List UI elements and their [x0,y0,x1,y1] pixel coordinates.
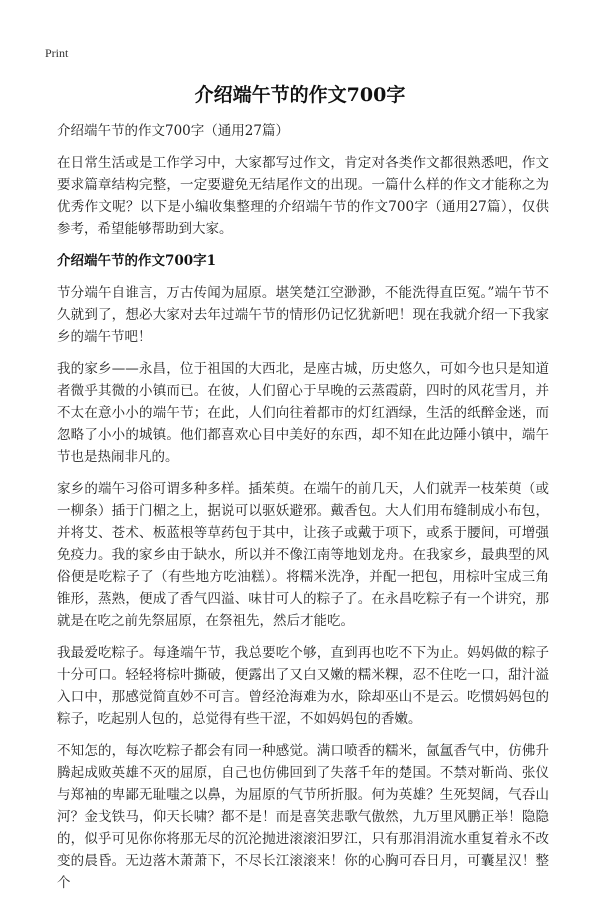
paragraph: 我最爱吃粽子。每逢端午节，我总要吃个够，直到再也吃不下为止。妈妈做的粽子十分可口。轻轻将棕叶撕破，便露出了又白又嫩的糯米粿，忍不住吃一口，甜汁溢入口中，那感觉简直妙不可言。曾经沧海难为水，除却巫山不是云。吃惯妈妈包的粽子，吃起别人包的，总觉得有些干涩，不如妈妈包的香嫩。 [57,645,549,727]
print-link[interactable]: Print [45,46,69,60]
section-heading: 介绍端午节的作文700字1 [57,253,217,269]
page-title: 介绍端午节的作文700字 [194,84,406,106]
paragraph: 节分端午自谁言，万古传闻为屈原。堪笑楚江空渺渺，不能洗得直臣冤。”端午节不久就到了，想必大家对去年过端午节的情形仍记忆犹新吧！现在我就介绍一下我家乡的端午节吧！ [57,285,549,345]
article-subtitle: 介绍端午节的作文700字（通用27篇） [57,123,289,139]
intro-paragraph: 在日常生活或是工作学习中，大家都写过作文，肯定对各类作文都很熟悉吧，作文要求篇章结构完整，一定要避免无结尾作文的出现。一篇什么样的作文才能称之为优秀作文呢？以下是小编收集整理的介绍端午节的作文700字（通用27篇），仅供参考，希望能够帮助到大家。 [57,155,549,237]
paragraph: 我的家乡——永昌，位于祖国的大西北，是座古城，历史悠久，可如今也只是知道者微乎其微的小镇而已。在彼，人们留心于早晚的云蒸霞蔚，四时的风花雪月，并不太在意小小的端午节；在此，人们向往着都市的灯红酒绿，生活的纸醉金迷，而忽略了小小的城镇。他们都喜欢心目中美好的东西，却不知在此边陲小镇中，端午节也是热闹非凡的。 [57,361,549,465]
article-body [57,120,549,904]
paragraph: 家乡的端午习俗可谓多种多样。插茱萸。在端午的前几天，人们就弄一枝茱萸（或一柳条）插于门楣之上，据说可以驱妖避邪。戴香包。大人们用布缝制成小布包，并将艾、苍术、板蓝根等草药包于其中，让孩子或戴于项下，或系于腰间，可增强免疫力。我的家乡由于缺水，所以并不像江南等地划龙舟。在我家乡，最典型的风俗便是吃粽子了（有些地方吃油糕）。将糯米洗净，并配一把包，用棕叶宝成三角锥形，蒸熟，便成了香气四溢、味甘可人的粽子了。在永昌吃粽子有一个讲究，那就是在吃之前先祭屈原，在祭祖先，然后才能吃。 [57,481,549,629]
paragraph: 不知怎的，每次吃粽子都会有同一种感觉。满口喷香的糯米，氤氲香气中，仿佛升腾起成败英雄不灭的屈原，自己也仿佛回到了失落千年的楚国。不禁对靳尚、张仪与郑袖的卑鄙无耻嗤之以鼻，为屈原的气节所折服。何为英雄？生死契阔，气吞山河？金戈铁马，仰天长啸？都不是！而是喜笑悲歌气傲然，九万里风鹏正举！隐隐的，似乎可见你你将那无尽的沉沦抛进滚滚汨罗江，只有那涓涓流水重复着永不改变的晨昏。无边落木萧萧下，不尽长江滚滚来！你的心胸可吞日月，可囊星汉！整个 [57,743,549,891]
